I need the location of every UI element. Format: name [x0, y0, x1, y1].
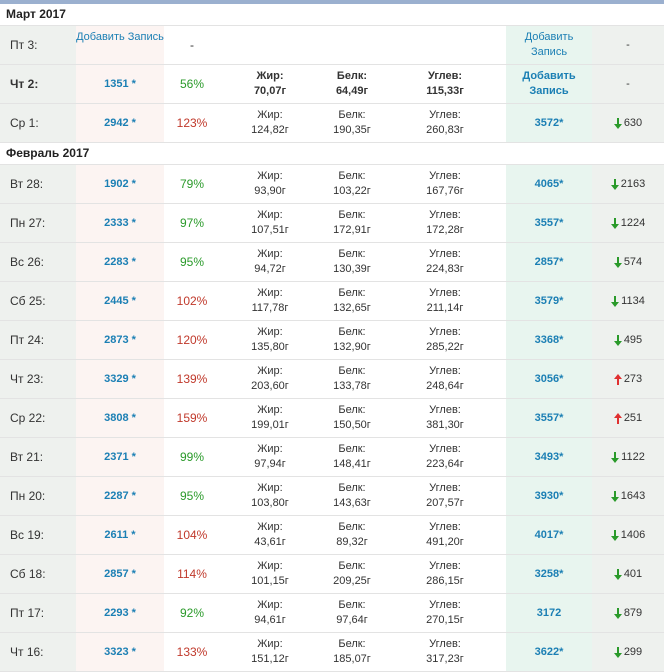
carbs-cell — [384, 555, 506, 593]
day-label: Вс 26: — [0, 243, 76, 281]
fat-value: 151,12г — [251, 653, 289, 665]
difference-cell — [592, 633, 664, 671]
add-goal-link[interactable]: Добавить Запись — [522, 70, 576, 97]
carbs-cell — [384, 516, 506, 554]
day-label: Сб 25: — [0, 282, 76, 320]
fat-cell — [220, 165, 320, 203]
carbs-label: Углев: — [429, 638, 461, 650]
day-label: Вт 21: — [0, 438, 76, 476]
goal-link[interactable]: 3622* — [506, 633, 592, 671]
difference-value: 1224 — [620, 217, 646, 229]
calories-link[interactable]: 2283 * — [76, 243, 164, 281]
protein-label: Белк: — [338, 248, 366, 260]
carbs-cell — [384, 282, 506, 320]
protein-value: 172,91г — [333, 224, 371, 236]
difference-value: 299 — [623, 646, 643, 658]
difference-cell — [592, 321, 664, 359]
percent-cell: 95% — [179, 255, 205, 269]
diary-row — [0, 165, 664, 204]
carbs-cell — [384, 104, 506, 142]
calories-link[interactable]: 2445 * — [76, 282, 164, 320]
protein-label: Белк: — [338, 482, 366, 494]
protein-cell — [320, 104, 384, 142]
calories-link[interactable]: 1351 * — [76, 65, 164, 103]
calories-link[interactable]: 2873 * — [76, 321, 164, 359]
protein-value: 150,50г — [333, 419, 371, 431]
fat-cell — [220, 438, 320, 476]
fat-cell — [220, 282, 320, 320]
goal-link[interactable]: 2857* — [506, 243, 592, 281]
carbs-cell — [384, 399, 506, 437]
protein-value: 185,07г — [333, 653, 371, 665]
protein-label: Белк: — [338, 599, 366, 611]
percent-cell: 97% — [179, 216, 205, 230]
protein-cell — [320, 633, 384, 671]
diary-row — [0, 516, 664, 555]
carbs-value: 223,64г — [426, 458, 464, 470]
diary-row — [0, 360, 664, 399]
fat-cell — [220, 555, 320, 593]
diary-row — [0, 594, 664, 633]
percent-cell: - — [190, 38, 194, 52]
protein-value: 143,63г — [333, 497, 371, 509]
goal-link[interactable]: 3172 — [506, 594, 592, 632]
protein-cell — [320, 360, 384, 398]
fat-label: Жир: — [257, 482, 283, 494]
carbs-value: 260,83г — [426, 124, 464, 136]
arrow-down-icon — [611, 218, 619, 229]
fat-value: 203,60г — [251, 380, 289, 392]
goal-link[interactable]: 3579* — [506, 282, 592, 320]
difference-value: 1122 — [621, 451, 645, 463]
difference-cell — [592, 204, 664, 242]
carbs-label: Углев: — [429, 248, 461, 260]
fat-label: Жир: — [257, 404, 283, 416]
carbs-cell — [384, 165, 506, 203]
carbs-value: 172,28г — [426, 224, 464, 236]
protein-cell — [320, 555, 384, 593]
percent-cell: 120% — [176, 333, 208, 347]
diary-row — [0, 633, 664, 672]
protein-label: Белк: — [338, 521, 366, 533]
fat-cell — [220, 399, 320, 437]
protein-cell — [320, 594, 384, 632]
day-label: Вс 19: — [0, 516, 76, 554]
fat-label: Жир: — [257, 560, 283, 572]
arrow-down-icon — [614, 118, 622, 129]
day-label: Пт 17: — [0, 594, 76, 632]
protein-cell — [320, 165, 384, 203]
protein-label: Белк: — [338, 109, 366, 121]
difference-cell — [592, 165, 664, 203]
diary-row — [0, 399, 664, 438]
arrow-up-icon — [614, 374, 622, 385]
day-label: Ср 22: — [0, 399, 76, 437]
fat-value: 101,15г — [251, 575, 289, 587]
fat-cell — [220, 633, 320, 671]
carbs-cell — [384, 360, 506, 398]
protein-value: 209,25г — [333, 575, 371, 587]
fat-value: 70,07г — [253, 85, 287, 97]
arrow-down-icon — [611, 530, 619, 541]
protein-value: 190,35г — [333, 124, 371, 136]
carbs-value: 381,30г — [426, 419, 464, 431]
fat-label: Жир: — [257, 521, 283, 533]
percent-cell: 139% — [176, 372, 208, 386]
february-rows — [0, 165, 664, 672]
day-label: Чт 23: — [0, 360, 76, 398]
fat-label: Жир: — [257, 443, 283, 455]
carbs-label: Углев: — [429, 170, 461, 182]
difference-cell — [592, 243, 664, 281]
calories-link[interactable]: 2942 * — [76, 104, 164, 142]
arrow-down-icon — [614, 647, 622, 658]
difference-value: 630 — [623, 117, 643, 129]
protein-value: 89,32г — [336, 536, 368, 548]
difference-cell — [592, 555, 664, 593]
carbs-value: 248,64г — [426, 380, 464, 392]
difference-value: 1643 — [620, 490, 646, 502]
difference-value: 1406 — [620, 529, 646, 541]
protein-label: Белк: — [338, 170, 366, 182]
arrow-down-icon — [614, 257, 622, 268]
difference-cell — [592, 438, 664, 476]
protein-label: Белк: — [338, 560, 366, 572]
fat-value: 135,80г — [251, 341, 289, 353]
fat-value: 97,94г — [254, 458, 286, 470]
protein-cell — [320, 204, 384, 242]
calories-link[interactable]: 2287 * — [76, 477, 164, 515]
carbs-label: Углев: — [429, 443, 461, 455]
carbs-label: Углев: — [429, 482, 461, 494]
fat-label: Жир: — [257, 109, 283, 121]
diary-row — [0, 555, 664, 594]
percent-cell: 114% — [177, 567, 207, 581]
diary-row — [0, 438, 664, 477]
calories-link[interactable]: 1902 * — [76, 165, 164, 203]
difference-value: 251 — [623, 412, 643, 424]
difference-value: 574 — [623, 256, 643, 268]
goal-cell — [506, 65, 592, 103]
carbs-value: 491,20г — [426, 536, 464, 548]
protein-value: 148,41г — [333, 458, 371, 470]
protein-value: 132,65г — [333, 302, 371, 314]
fat-cell — [220, 104, 320, 142]
carbs-label: Углев: — [429, 287, 461, 299]
diary-row-cht2 — [0, 65, 664, 104]
difference-value: 2163 — [620, 178, 646, 190]
diary-row — [0, 282, 664, 321]
difference-cell — [592, 104, 664, 142]
protein-label: Белк: — [338, 443, 366, 455]
goal-link[interactable]: 3557* — [506, 204, 592, 242]
percent-cell: 92% — [179, 606, 205, 620]
calories-link[interactable]: 3323 * — [76, 633, 164, 671]
difference-cell — [592, 399, 664, 437]
percent-cell: 95% — [179, 489, 205, 503]
percent-cell: 133% — [176, 645, 208, 659]
percent-cell: 56% — [179, 77, 205, 91]
protein-cell — [320, 399, 384, 437]
carbs-label: Углев: — [429, 599, 461, 611]
day-label: Пт 24: — [0, 321, 76, 359]
protein-cell — [320, 65, 384, 103]
carbs-label: Углев: — [429, 326, 461, 338]
fat-label: Жир: — [257, 209, 283, 221]
fat-label: Жир: — [257, 599, 283, 611]
protein-value: 130,39г — [333, 263, 371, 275]
percent-cell: 99% — [179, 450, 205, 464]
protein-cell — [320, 243, 384, 281]
difference-cell — [592, 477, 664, 515]
protein-value: 132,90г — [333, 341, 371, 353]
carbs-label: Углев: — [429, 365, 461, 377]
carbs-cell — [384, 65, 506, 103]
calories-cell — [76, 26, 164, 64]
percent-cell: 102% — [176, 294, 208, 308]
day-label: Пн 20: — [0, 477, 76, 515]
calories-link[interactable]: 3329 * — [76, 360, 164, 398]
protein-cell — [320, 321, 384, 359]
protein-label: Белк: — [338, 365, 366, 377]
goal-cell — [506, 26, 592, 64]
fat-value: 199,01г — [251, 419, 289, 431]
day-label: Вт 28: — [0, 165, 76, 203]
percent-cell: 123% — [176, 116, 208, 130]
difference-value: 879 — [623, 607, 643, 619]
protein-label: Белк: — [338, 638, 366, 650]
protein-value: 97,64г — [336, 614, 368, 626]
arrow-down-icon — [611, 179, 619, 190]
carbs-label: Углев: — [429, 404, 461, 416]
protein-cell — [320, 516, 384, 554]
arrow-down-icon — [611, 296, 619, 307]
goal-link[interactable]: 3572* — [506, 104, 592, 142]
protein-value: 133,78г — [333, 380, 371, 392]
fat-label: Жир: — [257, 287, 283, 299]
calories-link[interactable]: 2611 * — [76, 516, 164, 554]
protein-cell — [320, 282, 384, 320]
goal-link[interactable]: 3930* — [506, 477, 592, 515]
percent-cell: 79% — [179, 177, 205, 191]
fat-label: Жир: — [256, 70, 284, 82]
add-entry-link[interactable]: Добавить Запись — [76, 31, 164, 43]
protein-cell — [320, 477, 384, 515]
protein-label: Белк: — [336, 70, 368, 82]
carbs-value: 317,23г — [426, 653, 464, 665]
day-label: Ср 1: — [0, 104, 76, 142]
difference-value: 401 — [623, 568, 643, 580]
carbs-cell — [384, 204, 506, 242]
carbs-label: Углев: — [429, 109, 461, 121]
arrow-up-icon — [614, 413, 622, 424]
calories-link[interactable]: 2333 * — [76, 204, 164, 242]
fat-value: 107,51г — [251, 224, 289, 236]
difference-value: 273 — [623, 373, 643, 385]
goal-link[interactable]: 3258* — [506, 555, 592, 593]
fat-value: 124,82г — [251, 124, 289, 136]
diary-row — [0, 477, 664, 516]
difference-cell — [592, 594, 664, 632]
carbs-label: Углев: — [427, 70, 463, 82]
day-label: Сб 18: — [0, 555, 76, 593]
carbs-label: Углев: — [429, 521, 461, 533]
calories-link[interactable]: 2857 * — [76, 555, 164, 593]
goal-link[interactable]: 3368* — [506, 321, 592, 359]
arrow-down-icon — [611, 452, 619, 463]
protein-label: Белк: — [338, 209, 366, 221]
add-goal-link[interactable]: Добавить Запись — [524, 31, 574, 58]
fat-label: Жир: — [257, 248, 283, 260]
carbs-value: 115,33г — [426, 85, 464, 97]
carbs-value: 167,76г — [426, 185, 464, 197]
fat-cell — [220, 516, 320, 554]
goal-link[interactable]: 3493* — [506, 438, 592, 476]
day-label: Пн 27: — [0, 204, 76, 242]
carbs-value: 211,14г — [426, 302, 464, 314]
fat-cell — [220, 65, 320, 103]
fat-cell — [220, 321, 320, 359]
difference-value: 1134 — [621, 295, 645, 307]
month-header-february: Февраль 2017 — [0, 143, 664, 165]
fat-value: 94,72г — [254, 263, 286, 275]
protein-label: Белк: — [338, 404, 366, 416]
arrow-down-icon — [614, 335, 622, 346]
fat-value: 43,61г — [254, 536, 286, 548]
protein-value: 64,49г — [335, 85, 369, 97]
percent-cell: 159% — [176, 411, 208, 425]
difference-value: 495 — [623, 334, 643, 346]
carbs-cell — [384, 594, 506, 632]
fat-cell — [220, 204, 320, 242]
diary-row — [0, 204, 664, 243]
carbs-cell — [384, 243, 506, 281]
carbs-value: 270,15г — [426, 614, 464, 626]
fat-cell — [220, 360, 320, 398]
day-label: Пт 3: — [0, 26, 76, 64]
carbs-cell — [384, 438, 506, 476]
difference-cell — [592, 360, 664, 398]
goal-link[interactable]: 3557* — [506, 399, 592, 437]
arrow-down-icon — [614, 608, 622, 619]
fat-label: Жир: — [257, 638, 283, 650]
diary-row-pt3 — [0, 26, 664, 65]
fat-value: 94,61г — [254, 614, 286, 626]
fat-cell — [220, 243, 320, 281]
carbs-cell — [384, 633, 506, 671]
carbs-value: 224,83г — [426, 263, 464, 275]
difference-cell — [592, 282, 664, 320]
fat-cell — [220, 477, 320, 515]
carbs-value: 207,57г — [426, 497, 464, 509]
fat-value: 103,80г — [251, 497, 289, 509]
arrow-down-icon — [611, 491, 619, 502]
diary-row-sr1 — [0, 104, 664, 143]
calories-link[interactable]: 2371 * — [76, 438, 164, 476]
protein-cell — [320, 438, 384, 476]
fat-label: Жир: — [257, 170, 283, 182]
month-header-march: Март 2017 — [0, 4, 664, 26]
carbs-label: Углев: — [429, 560, 461, 572]
day-label: Чт 16: — [0, 633, 76, 671]
diary-row — [0, 321, 664, 360]
fat-label: Жир: — [257, 326, 283, 338]
carbs-cell — [384, 321, 506, 359]
arrow-down-icon — [614, 569, 622, 580]
goal-link[interactable]: 4065* — [506, 165, 592, 203]
day-label: Чт 2: — [0, 65, 76, 103]
protein-value: 103,22г — [333, 185, 371, 197]
carbs-value: 286,15г — [426, 575, 464, 587]
calories-link[interactable]: 2293 * — [76, 594, 164, 632]
percent-cell: 104% — [176, 528, 208, 542]
goal-link[interactable]: 4017* — [506, 516, 592, 554]
difference-cell: - — [592, 65, 664, 103]
diary-row — [0, 243, 664, 282]
fat-cell — [220, 594, 320, 632]
fat-label: Жир: — [257, 365, 283, 377]
calories-link[interactable]: 3808 * — [76, 399, 164, 437]
carbs-value: 285,22г — [426, 341, 464, 353]
protein-label: Белк: — [338, 287, 366, 299]
goal-link[interactable]: 3056* — [506, 360, 592, 398]
difference-cell: - — [592, 26, 664, 64]
protein-label: Белк: — [338, 326, 366, 338]
carbs-cell — [384, 477, 506, 515]
difference-cell — [592, 516, 664, 554]
fat-value: 117,78г — [251, 302, 289, 314]
carbs-label: Углев: — [429, 209, 461, 221]
fat-value: 93,90г — [254, 185, 286, 197]
